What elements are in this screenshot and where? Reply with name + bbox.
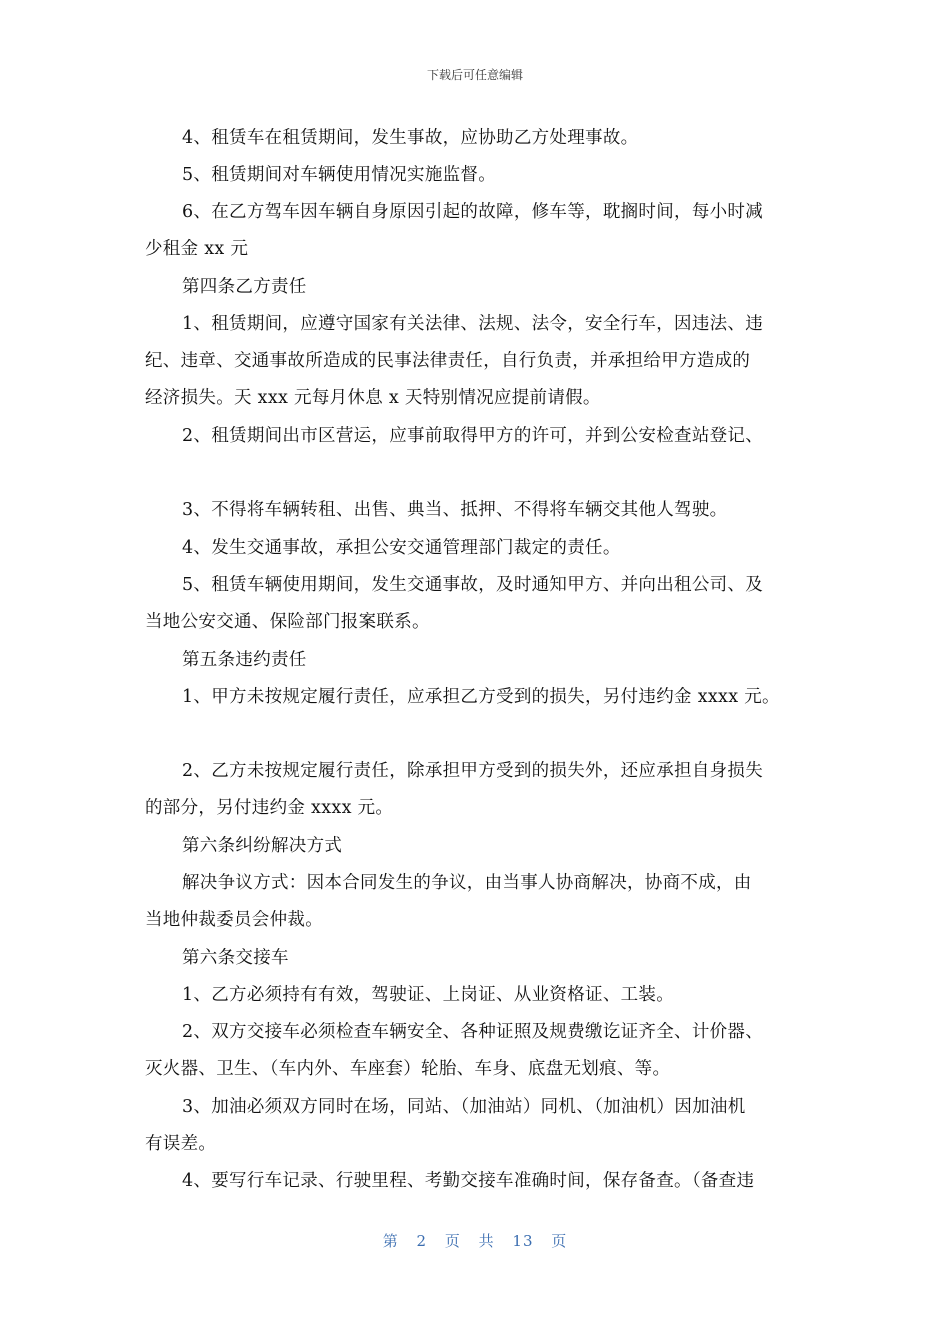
paragraph-line: 3、不得将车辆转租、出售、典当、抵押、不得将车辆交其他人驾驶。 [182, 500, 728, 520]
paragraph-line: 经济损失。天 xxx 元每月休息 x 天特别情况应提前请假。 [145, 388, 601, 408]
paragraph-line: 1、甲方未按规定履行责任，应承担乙方受到的损失，另付违约金 xxxx 元。 [182, 687, 780, 707]
footer-di: 第 [382, 1232, 399, 1250]
paragraph-line: 2、乙方未按规定履行责任，除承担甲方受到的损失外，还应承担自身损失 [182, 761, 764, 781]
paragraph-line: 5、租赁期间对车辆使用情况实施监督。 [182, 165, 497, 185]
paragraph-line: 解决争议方式：因本合同发生的争议，由当事人协商解决，协商不成，由 [182, 873, 752, 893]
paragraph-line: 的部分，另付违约金 xxxx 元。 [145, 798, 394, 818]
paragraph-line: 有误差。 [145, 1134, 217, 1154]
paragraph-line: 5、租赁车辆使用期间，发生交通事故，及时通知甲方、并向出租公司、及 [182, 575, 764, 595]
total-page-count: 13 [512, 1232, 534, 1250]
paragraph-line: 纪、违章、交通事故所造成的民事法律责任，自行负责，并承担给甲方造成的 [145, 351, 751, 371]
section-heading: 第六条纠纷解决方式 [182, 836, 343, 856]
paragraph-line: 少租金 xx 元 [145, 239, 249, 259]
section-heading: 第四条乙方责任 [182, 277, 307, 297]
paragraph-line: 当地公安交通、保险部门报案联系。 [145, 612, 430, 632]
footer-gong: 共 [478, 1232, 495, 1250]
paragraph-line: 1、租赁期间，应遵守国家有关法律、法规、法令，安全行车，因违法、违 [182, 314, 764, 334]
section-heading: 第六条交接车 [182, 948, 289, 968]
footer-ye2: 页 [551, 1232, 568, 1250]
paragraph-line: 4、发生交通事故，承担公安交通管理部门裁定的责任。 [182, 538, 621, 558]
page-header: 下载后可任意编辑 [426, 68, 523, 82]
paragraph-line: 6、在乙方驾车因车辆自身原因引起的故障，修车等，耽搁时间，每小时减 [182, 202, 764, 222]
paragraph-line: 2、双方交接车必须检查车辆安全、各种证照及规费缴讫证齐全、计价器、 [182, 1022, 764, 1042]
paragraph-line: 灭火器、卫生、（车内外、车座套）轮胎、车身、底盘无划痕、等。 [145, 1059, 671, 1079]
paragraph-line: 4、要写行车记录、行驶里程、考勤交接车准确时间，保存备查。（备查违 [182, 1171, 755, 1191]
paragraph-line: 3、加油必须双方同时在场，同站、（加油站）同机、（加油机）因加油机 [182, 1097, 746, 1117]
footer-ye: 页 [444, 1232, 461, 1250]
page-footer [0, 1230, 950, 1251]
paragraph-line: 2、租赁期间出市区营运，应事前取得甲方的许可，并到公安检查站登记、 [182, 426, 764, 446]
paragraph-line: 1、乙方必须持有有效，驾驶证、上岗证、从业资格证、工装。 [182, 985, 675, 1005]
paragraph-line: 4、租赁车在租赁期间，发生事故，应协助乙方处理事故。 [182, 128, 639, 148]
paragraph-line: 当地仲裁委员会仲裁。 [145, 910, 323, 930]
current-page-number: 2 [416, 1232, 428, 1250]
section-heading: 第五条违约责任 [182, 650, 307, 670]
